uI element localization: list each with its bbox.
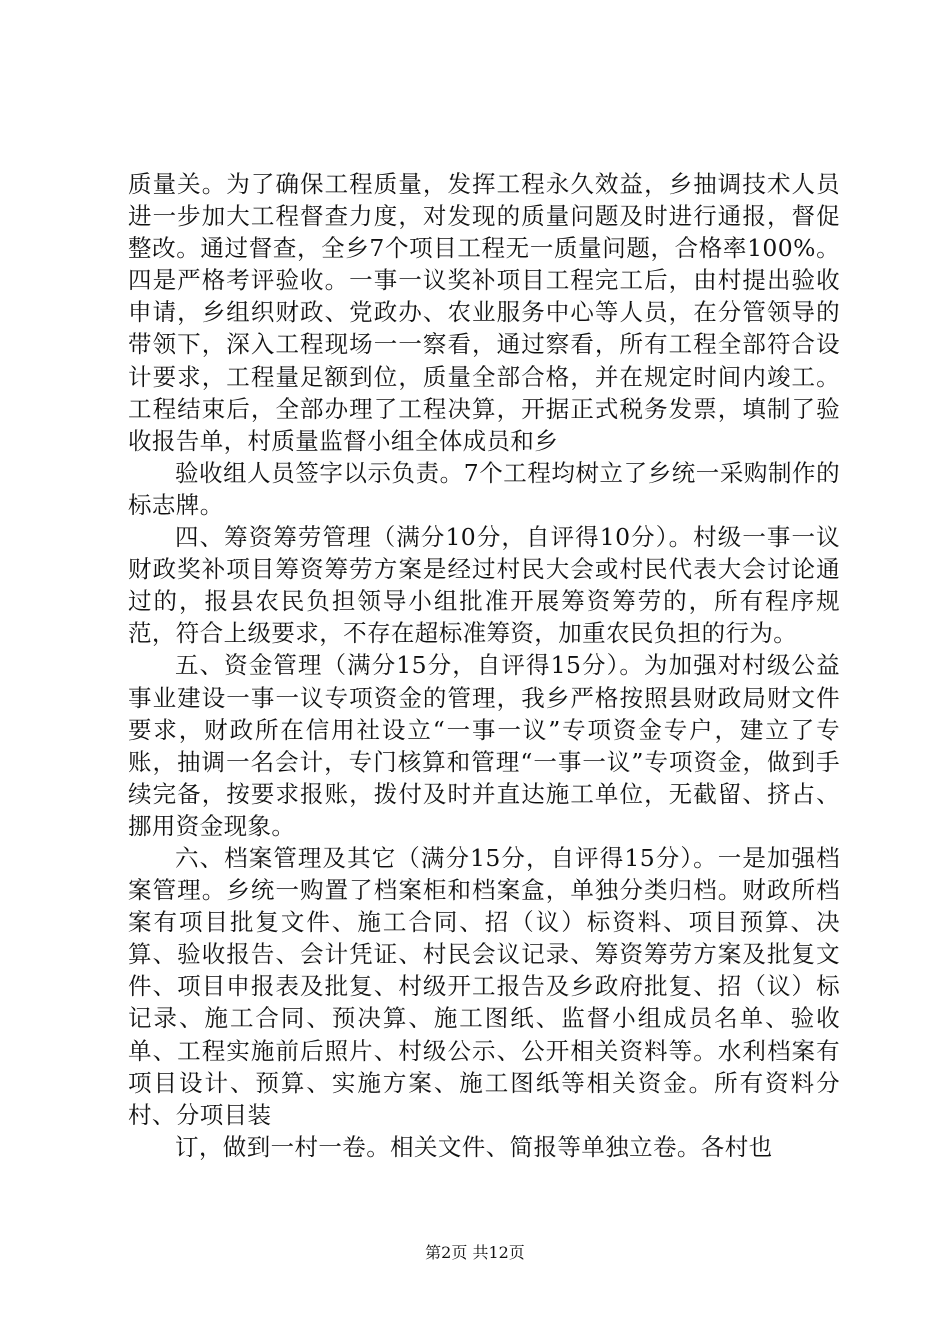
body-text [128, 168, 840, 1163]
paragraph-archive-management: 六、档案管理及其它（满分15分，自评得15分）。一是加强档案管理。乡统一购置了档案柜和档案盒，单独分类归档。财政所档案有项目批复文件、施工合同、招（议）标资料、项目预算、决算、验收报告、会计凭证、村民会议记录、筹资筹劳方案及批复文件、项目申报表及批复、村级开工报告及乡政府批复、招（议）标记录、施工合同、预决算、施工图纸、监督小组成员名单、验收单、工程实施前后照片、村级公示、公开相关资料等。水利档案有项目设计、预算、实施方案、施工图纸等相关资金。所有资料分村、分项目装 [128, 843, 840, 1129]
paragraph-fund-management: 五、资金管理（满分15分，自评得15分）。为加强对村级公益事业建设一事一议专项资金的管理，我乡严格按照县财政局财文件要求，财政所在信用社设立“一事一议”专项资金专户，建立了专账，抽调一名会计，专门核算和管理“一事一议”专项资金，做到手续完备，按要求报账，拨付及时并直达施工单位，无截留、挤占、挪用资金现象。 [128, 651, 840, 840]
paragraph-quality-acceptance: 质量关。为了确保工程质量，发挥工程永久效益，乡抽调技术人员进一步加大工程督查力度，对发现的质量问题及时进行通报，督促整改。通过督查，全乡7个项目工程无一质量问题，合格率100%。四是严格考评验收。一事一议奖补项目工程完工后，由村提出验收申请，乡组织财政、党政办、农业服务中心等人员，在分管领导的带领下，深入工程现场一一察看，通过察看，所有工程全部符合设计要求，工程量足额到位，质量全部合格，并在规定时间内竣工。工程结束后，全部办理了工程决算，开据正式税务发票，填制了验收报告单，村质量监督小组全体成员和乡 [128, 170, 840, 455]
paragraph-fundraising-labor: 四、筹资筹劳管理（满分10分，自评得10分）。村级一事一议财政奖补项目筹资筹劳方案是经过村民大会或村民代表大会讨论通过的，报县农民负担领导小组批准开展筹资筹劳的，所有程序规范，符合上级要求，不存在超标准筹资，加重农民负担的行为。 [128, 523, 840, 648]
paragraph-binding: 订，做到一村一卷。相关文件、简报等单独立卷。各村也 [175, 1132, 773, 1161]
paragraph-acceptance-signature: 验收组人员签字以示负责。7个工程均树立了乡统一采购制作的标志牌。 [128, 458, 840, 519]
page-number-footer: 第2页 共12页 [425, 1243, 525, 1262]
